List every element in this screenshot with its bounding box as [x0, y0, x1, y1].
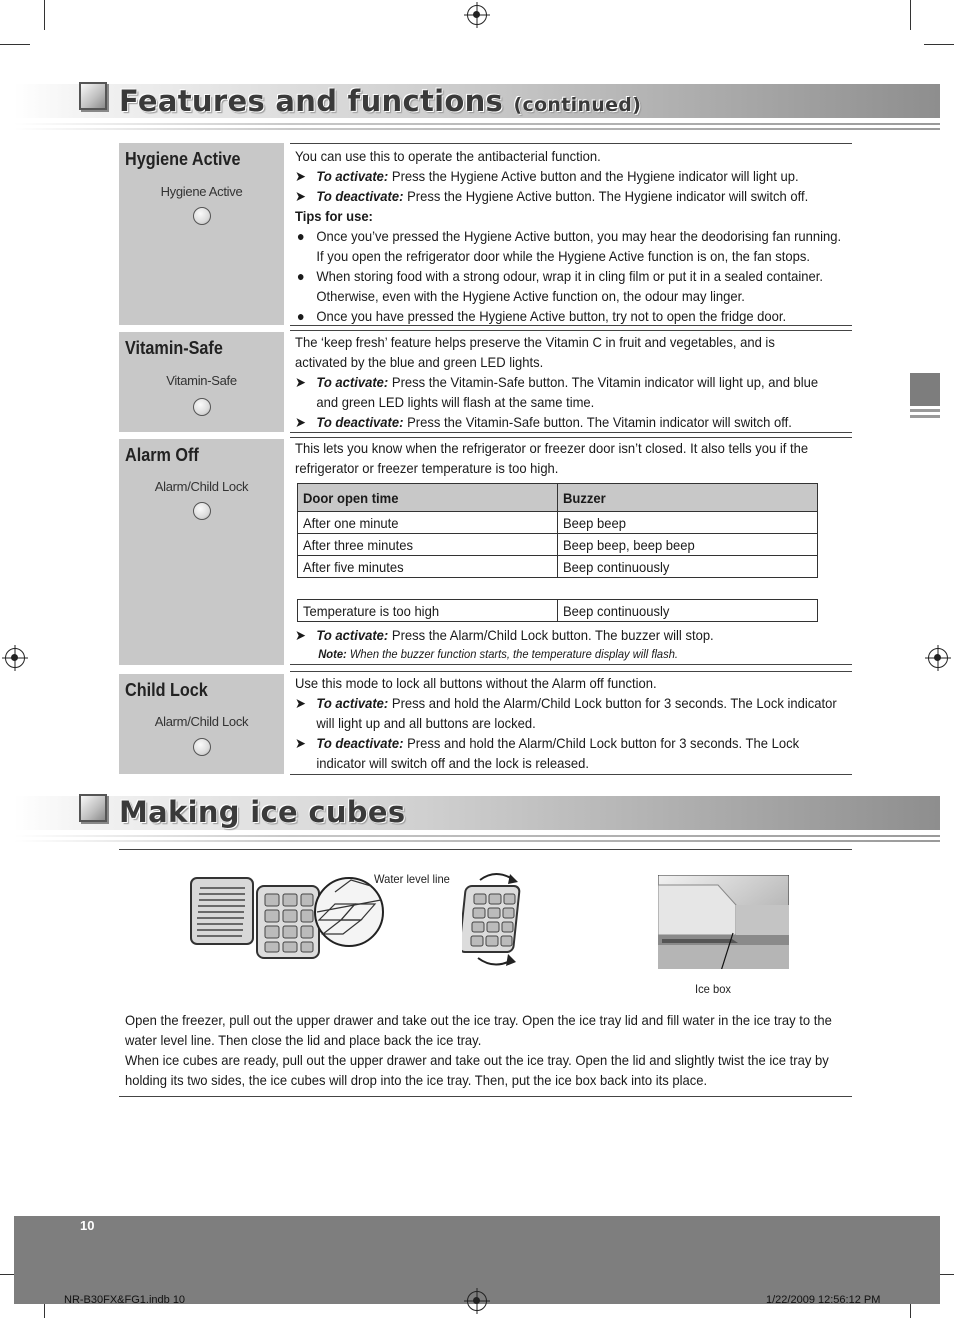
arrow-icon: ➤ — [295, 735, 306, 751]
alarm-description: This lets you know when the refrigerator or freezer door isn’t closed. It also tells you if the refrigerator or freezer temperature is too high. — [295, 440, 809, 476]
section-title: Making ice cubes — [119, 795, 406, 829]
registration-mark-icon — [467, 5, 487, 25]
divider — [290, 330, 852, 331]
alarm-child-lock-button-icon — [193, 738, 211, 756]
alarm-activate: ➤ To activate: Press the Alarm/Child Lock button. The buzzer will stop. — [295, 627, 714, 643]
crop-mark — [44, 0, 45, 30]
section-subtitle: (continued) — [513, 94, 642, 116]
divider — [290, 143, 852, 144]
ice-tray-icon — [257, 886, 319, 958]
divider — [14, 835, 940, 837]
alarm-note: Note: When the buzzer function starts, the temperature display will flash. — [318, 647, 679, 661]
arrow-icon: ➤ — [295, 374, 306, 390]
side-tab-line — [910, 409, 940, 412]
childlock-description: Use this mode to lock all buttons without the Alarm off function. ➤ To activate: Press and hold the Alarm/Child Lock button for 3 seconds. The Lock indicator will light up and all buttons are locked. ➤ To deactivate: Press and hold the Alarm/Child Lock button for 3 seconds. The Lock indicator will switch off and the lock is released. — [295, 675, 837, 771]
page-number: 10 — [80, 1218, 95, 1233]
divider — [14, 123, 940, 125]
table-row: After one minute Beep beep — [298, 512, 818, 534]
divider — [290, 671, 852, 672]
section-square-icon — [79, 794, 107, 822]
button-label: Vitamin-Safe — [166, 373, 237, 388]
table-header-row: Door open time Buzzer — [298, 484, 818, 512]
alarm-child-lock-button-icon — [193, 502, 211, 520]
side-tab-line — [910, 415, 940, 418]
registration-mark-icon — [467, 1291, 487, 1311]
ice-tray-illustration — [185, 870, 390, 960]
feature-box-vitamin — [119, 332, 284, 432]
arrow-icon: ➤ — [295, 627, 306, 643]
bullet-icon: ● — [296, 308, 305, 324]
ice-tray-lid-icon — [191, 878, 253, 944]
section-square-icon — [79, 82, 107, 110]
feature-box-alarm — [119, 439, 284, 665]
ice-instructions: Open the freezer, pull out the upper drawer and take out the ice tray. Open the ice tray lid and fill water in the ice tray to the water level line. Then close the lid and place back the ice tray. When ice cubes are ready, pull out the upper drawer and take out the ice tray. Open the lid and slightly twist the ice tray by holding its two sides, the ice cubes will drop into the ice tray. Then, put the ice box back into its place. — [125, 1012, 832, 1088]
divider — [14, 128, 940, 130]
button-label: Alarm/Child Lock — [154, 479, 249, 494]
crop-mark — [0, 44, 30, 45]
divider — [290, 325, 852, 326]
registration-mark-icon — [928, 648, 948, 668]
arrow-icon: ➤ — [295, 695, 306, 711]
feature-title: Hygiene Active — [125, 149, 241, 169]
divider — [290, 664, 852, 665]
crop-mark — [924, 44, 954, 45]
vitamin-safe-button-icon — [193, 398, 211, 416]
divider — [119, 849, 852, 850]
slug-file: NR-B30FX&FG1.indb 10 — [64, 1294, 186, 1306]
slug-date: 1/22/2009 12:56:12 PM — [766, 1294, 881, 1306]
arrow-icon: ➤ — [295, 188, 306, 204]
table-row: After three minutes Beep beep, beep beep — [298, 534, 818, 556]
section-title: Features and functions (continued) — [119, 84, 642, 118]
bullet-icon: ● — [296, 268, 305, 284]
bullet-icon: ● — [296, 228, 305, 244]
arrow-icon: ➤ — [295, 414, 306, 430]
feature-box-childlock — [119, 674, 284, 774]
table-row: After five minutes Beep continuously — [298, 556, 818, 578]
water-level-label: Water level line — [374, 872, 450, 886]
water-level-magnifier-icon — [315, 878, 383, 946]
arrow-icon: ➤ — [295, 168, 306, 184]
table-row: Temperature is too high Beep continuously — [298, 600, 818, 622]
hygiene-active-button-icon — [193, 207, 211, 225]
divider — [290, 432, 852, 433]
registration-mark-icon — [5, 648, 25, 668]
temperature-table — [297, 599, 818, 622]
crop-mark — [910, 0, 911, 30]
divider — [290, 774, 852, 775]
ice-box-photo — [658, 875, 789, 969]
ice-tray-twist-illustration — [462, 866, 530, 974]
divider — [14, 840, 940, 842]
button-label: Alarm/Child Lock — [154, 714, 249, 729]
feature-title: Alarm Off — [125, 445, 199, 465]
feature-title: Child Lock — [125, 680, 208, 700]
buzzer-table — [297, 483, 818, 578]
side-tab — [910, 373, 940, 406]
divider — [119, 1096, 852, 1097]
hygiene-description: You can use this to operate the antibacterial function. ➤ To activate: Press the Hygiene Active button and the Hygiene indicator will light up. ➤ To deactivate: Press the Hygiene Active button. The Hygiene indicator will switch off. Tips for use: ● Once you’ve pressed the Hygiene Active button, you may hear the deodorising fan running. If you open the refrigerator door while the Hygiene Active function is on, the fan stops. ● When storing food with a strong odour, wrap it in cling film or put it in a sealed container. Otherwise, even with the Hygiene Active function on, the odour may linger. ● Once you have pressed the Hygiene Active button, try not to open the fridge door. — [295, 148, 842, 324]
feature-title: Vitamin-Safe — [125, 338, 223, 358]
ice-box-label: Ice box — [695, 982, 731, 996]
vitamin-description: The ‘keep fresh’ feature helps preserve the Vitamin C in fruit and vegetables, and is activated by the blue and green LED lights. ➤ To activate: Press the Vitamin-Safe button. The Vitamin indicator will light up, and blue and green LED lights will flash at the same time. ➤ To deactivate: Press the Vitamin-Safe button. The Vitamin indicator will switch off. — [295, 334, 819, 430]
button-label: Hygiene Active — [160, 184, 243, 199]
feature-box-hygiene — [119, 143, 284, 325]
